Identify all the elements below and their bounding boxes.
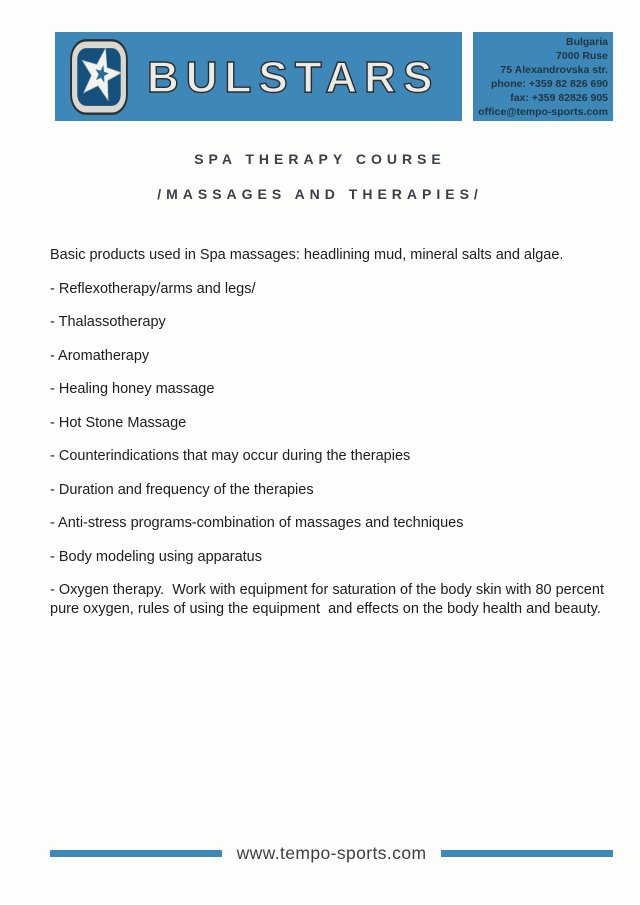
contact-fax: fax: +359 82826 905: [510, 91, 608, 104]
footer-divider-left: [50, 850, 222, 857]
contact-street: 75 Alexandrovska str.: [500, 63, 608, 76]
course-title: SPA THERAPY COURSE: [194, 151, 446, 167]
list-item: - Hot Stone Massage: [50, 414, 187, 431]
list-item: - Reflexotherapy/arms and legs/: [50, 280, 256, 297]
list-item: - Aromatherapy: [50, 347, 150, 364]
course-description: [50, 246, 616, 633]
brand-banner: [55, 32, 462, 121]
footer-website-url: www.tempo-sports.com: [236, 843, 427, 863]
star-logo-icon: [68, 38, 130, 116]
header: [55, 32, 613, 121]
list-item: - Counterindications that may occur during the therapies: [50, 448, 411, 464]
contact-city: 7000 Ruse: [556, 49, 608, 62]
contact-email: office@tempo-sports.com: [478, 105, 608, 118]
list-item: - Duration and frequency of the therapies: [50, 481, 314, 498]
intro-paragraph: Basic products used in Spa massages: headlining mud, mineral salts and algae.: [50, 247, 564, 263]
contact-phone: phone: +359 82 826 690: [490, 77, 608, 90]
title-block: [0, 151, 640, 202]
contact-country: Bulgaria: [565, 36, 608, 48]
footer: [50, 843, 613, 864]
list-item: - Body modeling using apparatus: [50, 548, 262, 565]
list-item: - Anti-stress programs-combination of massages and techniques: [50, 515, 464, 531]
contact-box: [473, 32, 613, 121]
brand-name: BULSTARS: [147, 53, 440, 102]
footer-divider-right: [441, 850, 613, 857]
list-item: - Oxygen therapy. Work with equipment for saturation of the body skin with 80 percent pure oxygen, rules of using the equipment and effects on the body health and beauty.: [50, 582, 608, 617]
course-subtitle: /MASSAGES AND THERAPIES/: [157, 186, 483, 202]
list-item: - Thalassotherapy: [50, 314, 166, 330]
list-item: - Healing honey massage: [50, 381, 215, 397]
